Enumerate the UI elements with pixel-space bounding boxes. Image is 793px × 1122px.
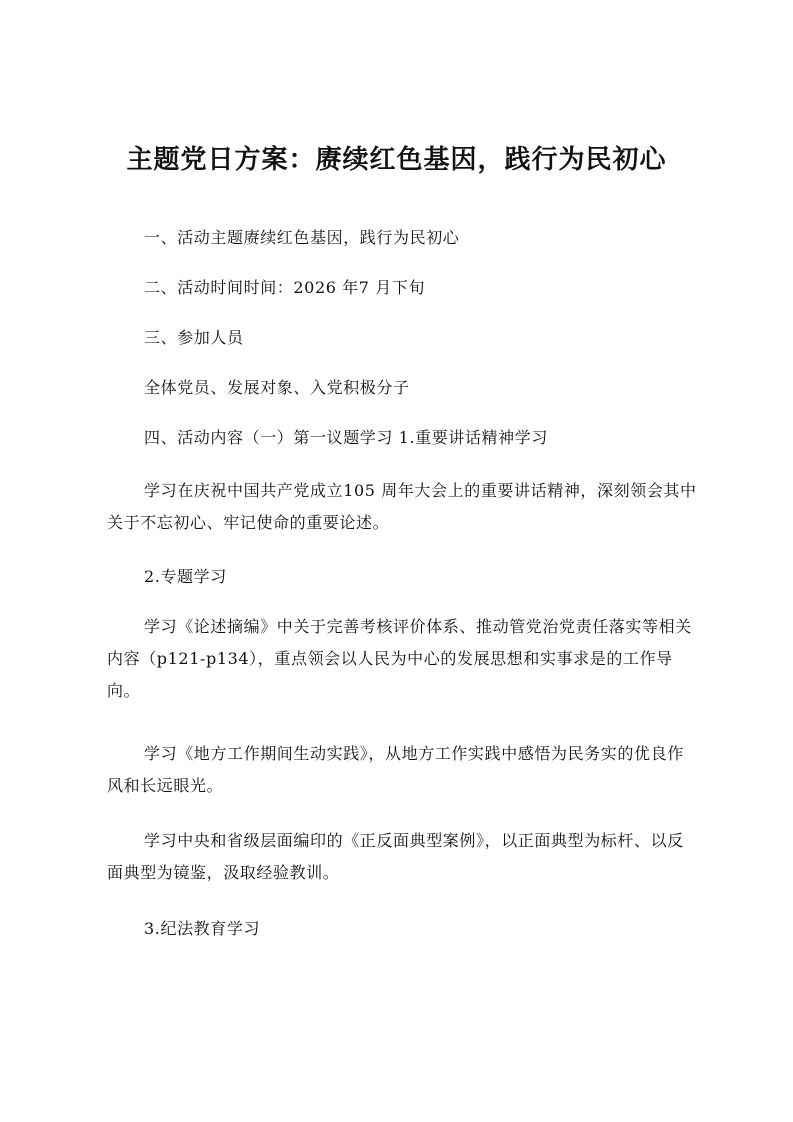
paragraph-local-practice-study: 学习《地方工作期间生动实践》，从地方工作实践中感悟为民务实的优良作风和长远眼光。: [107, 744, 684, 795]
paragraph-excerpt-study: 学习《论述摘编》中关于完善考核评价体系、推动管党治党责任落实等相关内容（p121-p134），重点领会以人民为中心的发展思想和实事求是的工作导向。: [107, 617, 692, 700]
document-title: 主题党日方案：赓续红色基因，践行为民初心: [126, 145, 667, 175]
paragraph-speech-study: 学习在庆祝中国共产党成立105 周年大会上的重要讲话精神，深刻领会其中关于不忘初心、牢记使命的重要论述。: [107, 481, 697, 532]
paragraph-participants: 全体党员、发展对象、入党积极分子: [144, 378, 410, 397]
paragraph-activity-time: 二、活动时间时间：2026 年7 月下旬: [144, 278, 426, 297]
paragraph-activity-content-heading: 四、活动内容（一）第一议题学习 1.重要讲话精神学习: [144, 428, 548, 447]
paragraph-special-study-heading: 2.专题学习: [144, 567, 227, 586]
paragraph-activity-theme: 一、活动主题赓续红色基因，践行为民初心: [144, 228, 460, 247]
paragraph-typical-cases-study: 学习中央和省级层面编印的《正反面典型案例》，以正面典型为标杆、以反面典型为镜鉴，汲取经验教训。: [107, 831, 684, 882]
paragraph-discipline-education-heading: 3.纪法教育学习: [144, 919, 261, 938]
paragraph-participants-heading: 三、参加人员: [144, 328, 244, 347]
